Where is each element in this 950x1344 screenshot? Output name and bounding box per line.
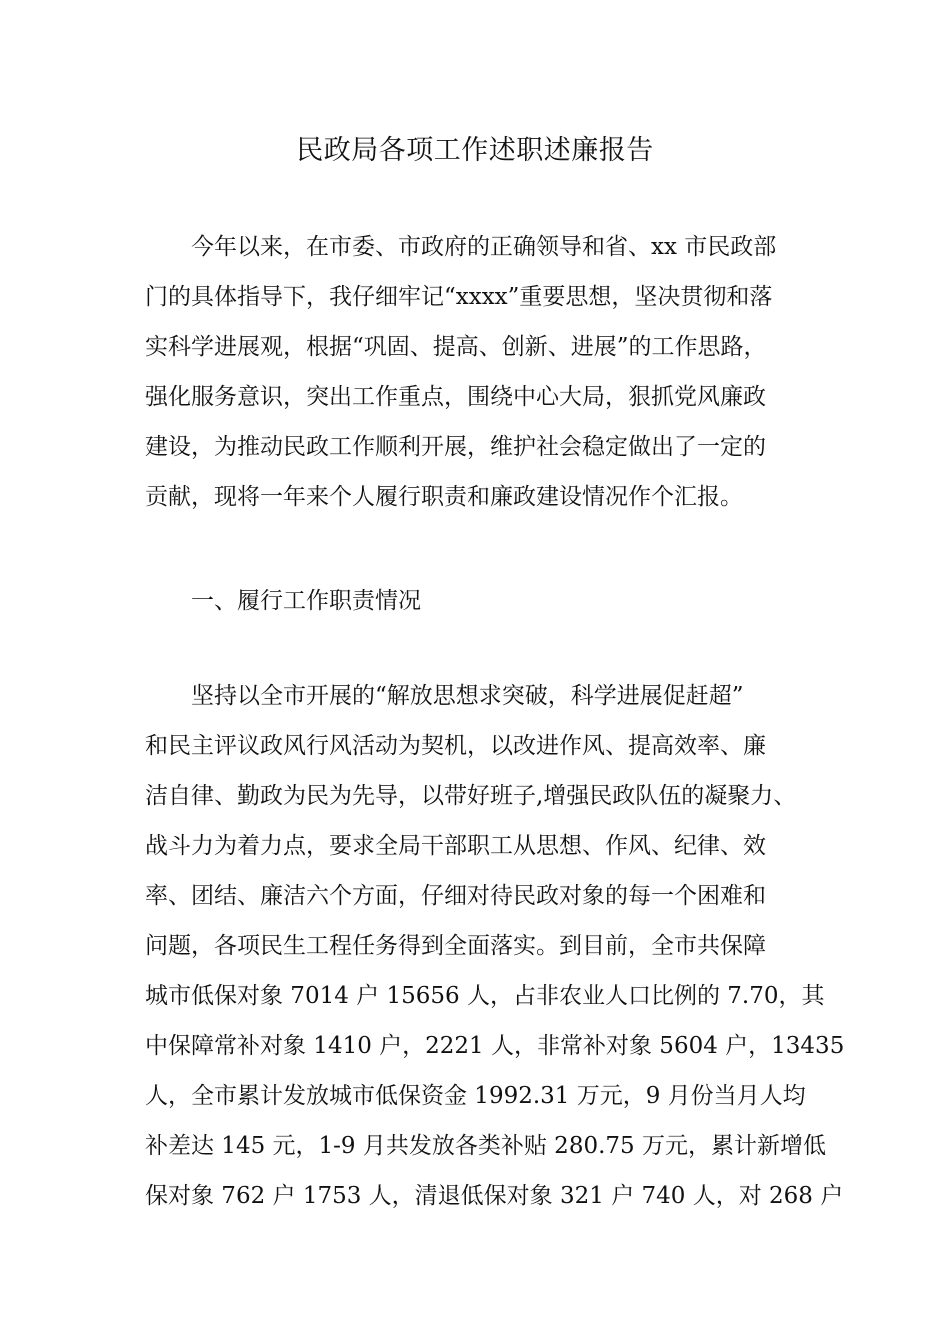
paragraph-line: 洁自律、勤政为民为先导，以带好班子,增强民政队伍的凝聚力、 — [145, 783, 797, 809]
paragraph-line: 坚持以全市开展的“解放思想求突破，科学进展促赶超” — [191, 683, 744, 709]
paragraph-line: 城市低保对象 7014 户 15656 人，占非农业人口比例的 7.70，其 — [145, 983, 825, 1009]
paragraph-line: 实科学进展观，根据“巩固、提高、创新、进展”的工作思路， — [145, 334, 767, 360]
paragraph-line: 问题，各项民生工程任务得到全面落实。到目前，全市共保障 — [145, 933, 766, 959]
paragraph-line: 补差达 145 元，1-9 月共发放各类补贴 280.75 万元，累计新增低 — [145, 1133, 826, 1159]
paragraph-line: 贡献，现将一年来个人履行职责和廉政建设情况作个汇报。 — [145, 484, 743, 510]
paragraph-line: 建设，为推动民政工作顺利开展，维护社会稳定做出了一定的 — [145, 434, 766, 460]
intro-paragraph — [145, 222, 825, 522]
document-title: 民政局各项工作述职述廉报告 — [296, 135, 654, 166]
paragraph-line: 人，全市累计发放城市低保资金 1992.31 万元，9 月份当月人均 — [145, 1083, 806, 1109]
section-heading: 一、履行工作职责情况 — [191, 588, 421, 614]
paragraph-line: 和民主评议政风行风活动为契机，以改进作风、提高效率、廉 — [145, 733, 766, 759]
paragraph-line: 中保障常补对象 1410 户，2221 人，非常补对象 5604 户，13435 — [145, 1033, 845, 1059]
paragraph-line: 强化服务意识，突出工作重点，围绕中心大局，狠抓党风廉政 — [145, 384, 766, 410]
paragraph-line: 门的具体指导下，我仔细牢记“xxxx”重要思想，坚决贯彻和落 — [145, 284, 773, 310]
paragraph-line: 保对象 762 户 1753 人，清退低保对象 321 户 740 人，对 268 户 — [145, 1183, 844, 1209]
paragraph-line: 率、团结、廉洁六个方面，仔细对待民政对象的每一个困难和 — [145, 883, 766, 909]
paragraph-line: 今年以来，在市委、市政府的正确领导和省、xx 市民政部 — [191, 234, 777, 260]
body-paragraph — [145, 671, 845, 1221]
paragraph-line: 战斗力为着力点，要求全局干部职工从思想、作风、纪律、效 — [145, 833, 766, 859]
